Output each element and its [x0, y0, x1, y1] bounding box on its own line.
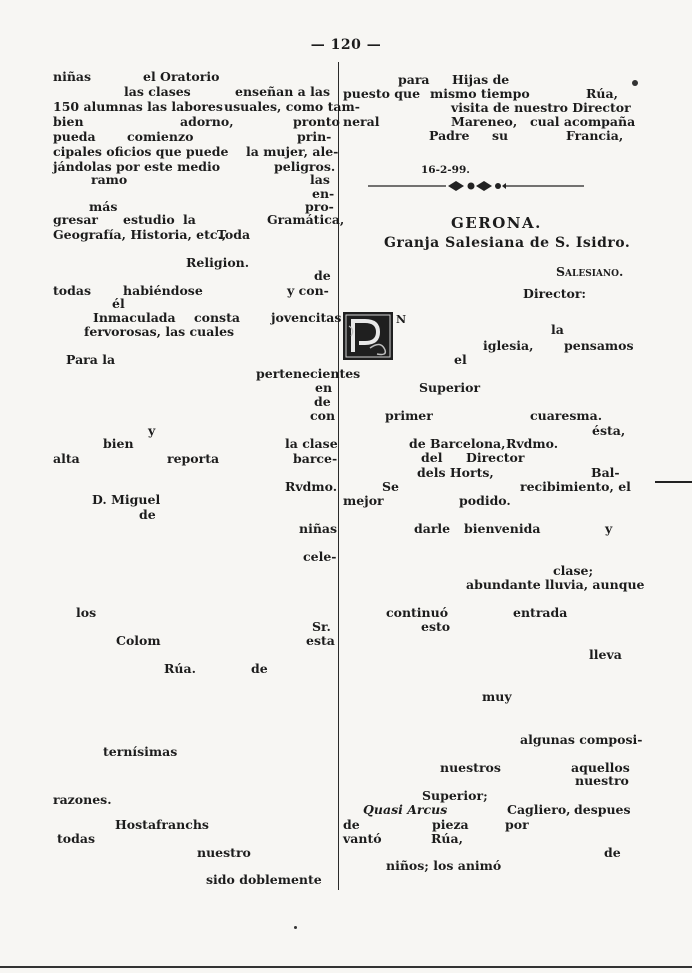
left-text-fragment: cele-	[303, 549, 337, 564]
left-text-fragment: pertenecientes	[256, 366, 361, 381]
left-text-fragment: barce-	[293, 451, 338, 466]
left-text-fragment: usuales, como tam-	[224, 99, 360, 114]
right-text-fragment: por	[505, 817, 529, 832]
ink-spot	[632, 80, 638, 86]
right-text-fragment: Superior	[419, 380, 481, 395]
left-text-fragment: niñas	[299, 521, 338, 536]
right-text-fragment: Rúa,	[431, 831, 463, 846]
left-text-fragment: nuestro	[197, 845, 251, 860]
right-text-fragment: de	[343, 817, 360, 832]
left-text-fragment: sido doblemente	[206, 872, 322, 887]
page-bottom-edge	[0, 966, 692, 968]
right-text-fragment: Hijas de	[452, 72, 510, 87]
right-text-fragment: podido.	[459, 493, 511, 508]
left-text-fragment: Inmaculada	[93, 310, 176, 325]
left-text-fragment: fervorosas, las cuales	[84, 324, 235, 339]
left-text-fragment: adorno,	[180, 114, 234, 129]
left-text-fragment: de	[314, 394, 331, 409]
right-text-fragment: muy	[482, 689, 512, 704]
recipient: Director:	[523, 286, 587, 301]
right-text-fragment: cual acompaña	[530, 114, 636, 129]
right-text-fragment: esto	[421, 619, 451, 634]
left-text-fragment: bien	[103, 436, 134, 451]
left-text-fragment: D. Miguel	[92, 492, 161, 507]
page-number: — 120 —	[310, 37, 382, 53]
right-text-fragment: neral	[343, 114, 380, 129]
right-text-fragment: aquellos	[571, 760, 630, 775]
left-text-fragment: Rúa.	[164, 661, 196, 676]
right-text-fragment: darle	[414, 521, 451, 536]
right-text-fragment: continuó	[386, 605, 449, 620]
right-text-fragment: abundante lluvia, aunque	[466, 577, 645, 592]
right-text-fragment: vantó	[343, 831, 382, 846]
right-text-fragment: visita de nuestro Director	[451, 100, 631, 115]
right-text-fragment: iglesia,	[483, 338, 534, 353]
right-text-fragment: el	[454, 352, 467, 367]
left-text-fragment: el Oratorio	[143, 69, 220, 84]
left-text-fragment: más	[89, 199, 118, 214]
left-text-fragment: de	[251, 661, 268, 676]
left-text-fragment: en-	[312, 186, 335, 201]
left-text-fragment: todas	[57, 831, 95, 846]
left-text-fragment: él	[112, 296, 125, 311]
left-text-fragment: y	[148, 423, 156, 438]
left-text-fragment: reporta	[167, 451, 220, 466]
ink-spot	[294, 926, 297, 929]
right-text-fragment: recibimiento, el	[520, 479, 631, 494]
right-text-fragment: mejor	[343, 493, 384, 508]
left-text-fragment: ramo	[91, 172, 128, 187]
left-text-fragment: jándolas por este medio	[53, 159, 221, 174]
left-text-fragment: la mujer, ale-	[246, 144, 339, 159]
left-text-fragment: de	[139, 507, 156, 522]
section-subtitle: Granja Salesiana de S. Isidro.	[384, 235, 631, 251]
left-text-fragment: alta	[53, 451, 80, 466]
right-text-fragment: nuestros	[440, 760, 501, 775]
left-text-fragment: los	[76, 605, 97, 620]
left-text-fragment: cipales oficios que puede	[53, 144, 229, 159]
left-text-fragment: pueda	[53, 129, 96, 144]
right-text-fragment: pieza	[432, 817, 469, 832]
right-text-fragment: Superior;	[422, 788, 488, 803]
left-text-fragment: gresar	[53, 212, 99, 227]
left-text-fragment: Rvdmo.	[285, 479, 338, 494]
left-text-fragment: y con-	[287, 283, 329, 298]
left-text-fragment: niñas	[53, 69, 92, 84]
dateline: 16-2-99.	[421, 164, 470, 176]
column-divider	[338, 62, 339, 890]
left-text-fragment: Colom	[116, 633, 161, 648]
right-text-fragment: Francia,	[566, 128, 624, 143]
left-text-fragment: comienzo	[127, 129, 194, 144]
left-text-fragment: pronto	[293, 114, 340, 129]
left-text-fragment: Gramática,	[267, 212, 345, 227]
left-text-fragment: peligros.	[274, 159, 336, 174]
right-text-fragment: entrada	[513, 605, 568, 620]
right-text-fragment: ésta,	[592, 423, 626, 438]
left-text-fragment: Hostafranchs	[115, 817, 209, 832]
right-text-fragment: pensamos	[564, 338, 634, 353]
left-text-fragment: consta	[194, 310, 240, 325]
left-text-fragment: todas	[53, 283, 91, 298]
section-title: GERONA.	[451, 214, 542, 232]
decorated-initial-icon	[343, 312, 393, 360]
salutation: Salesiano.	[556, 264, 624, 279]
right-text-fragment: lleva	[589, 647, 622, 662]
left-text-fragment: jovencitas	[271, 310, 342, 325]
left-text-fragment: 150 alumnas las labores	[53, 99, 223, 114]
right-text-fragment: de Barcelona,	[409, 436, 506, 451]
left-text-fragment: Sr.	[312, 619, 331, 634]
dropcap-letter: N	[396, 313, 407, 326]
left-text-fragment: ternísimas	[103, 744, 178, 759]
scan-edge-mark	[655, 481, 692, 483]
right-text-fragment: nuestro	[575, 773, 629, 788]
right-text-fragment: Cagliero,	[507, 802, 571, 817]
left-text-fragment: con	[310, 408, 336, 423]
right-text-fragment: del	[421, 450, 443, 465]
left-text-fragment: bien	[53, 114, 84, 129]
left-text-fragment: las clases	[124, 84, 191, 99]
left-text-fragment: Para la	[66, 352, 116, 367]
right-text-fragment: Quasi Arcus	[363, 802, 448, 817]
left-text-fragment: esta	[306, 633, 335, 648]
right-text-fragment: Se	[382, 479, 399, 494]
left-text-fragment: de	[314, 268, 331, 283]
right-text-fragment: Rvdmo.	[506, 436, 559, 451]
left-text-fragment: la clase	[285, 436, 338, 451]
right-text-fragment: Bal-	[591, 465, 620, 480]
right-text-fragment: para	[398, 72, 430, 87]
right-text-fragment: dels Horts,	[417, 465, 494, 480]
right-text-fragment: mismo tiempo	[430, 86, 530, 101]
right-text-fragment: Rúa,	[586, 86, 618, 101]
right-text-fragment: de	[604, 845, 621, 860]
left-text-fragment: prin-	[297, 129, 332, 144]
right-text-fragment: su	[492, 128, 509, 143]
left-text-fragment: Geografía, Historia, etc.,	[53, 227, 227, 242]
left-text-fragment: pro-	[305, 199, 334, 214]
left-text-fragment: la	[183, 212, 196, 227]
left-text-fragment: habiéndose	[123, 283, 203, 298]
left-text-fragment: enseñan a las	[235, 84, 330, 99]
left-text-fragment: en	[315, 380, 333, 395]
right-text-fragment: cuaresma.	[530, 408, 603, 423]
left-text-fragment: Toda	[217, 227, 251, 242]
left-text-fragment: las	[310, 172, 330, 187]
right-text-fragment: y	[605, 521, 613, 536]
right-text-fragment: Padre	[429, 128, 470, 143]
right-text-fragment: clase;	[553, 563, 594, 578]
right-text-fragment: puesto que	[343, 86, 421, 101]
left-text-fragment: razones.	[53, 792, 112, 807]
right-text-fragment: primer	[385, 408, 433, 423]
left-text-fragment: Religion.	[186, 255, 250, 270]
right-text-fragment: algunas composi-	[520, 732, 643, 747]
right-text-fragment: Mareneo,	[451, 114, 518, 129]
right-text-fragment: la	[551, 322, 564, 337]
left-text-fragment: estudio	[123, 212, 175, 227]
right-text-fragment: niños; los animó	[386, 858, 502, 873]
right-text-fragment: despues	[574, 802, 631, 817]
right-text-fragment: bienvenida	[464, 521, 541, 536]
right-text-fragment: Director	[466, 450, 525, 465]
ornamental-rule	[368, 180, 584, 192]
